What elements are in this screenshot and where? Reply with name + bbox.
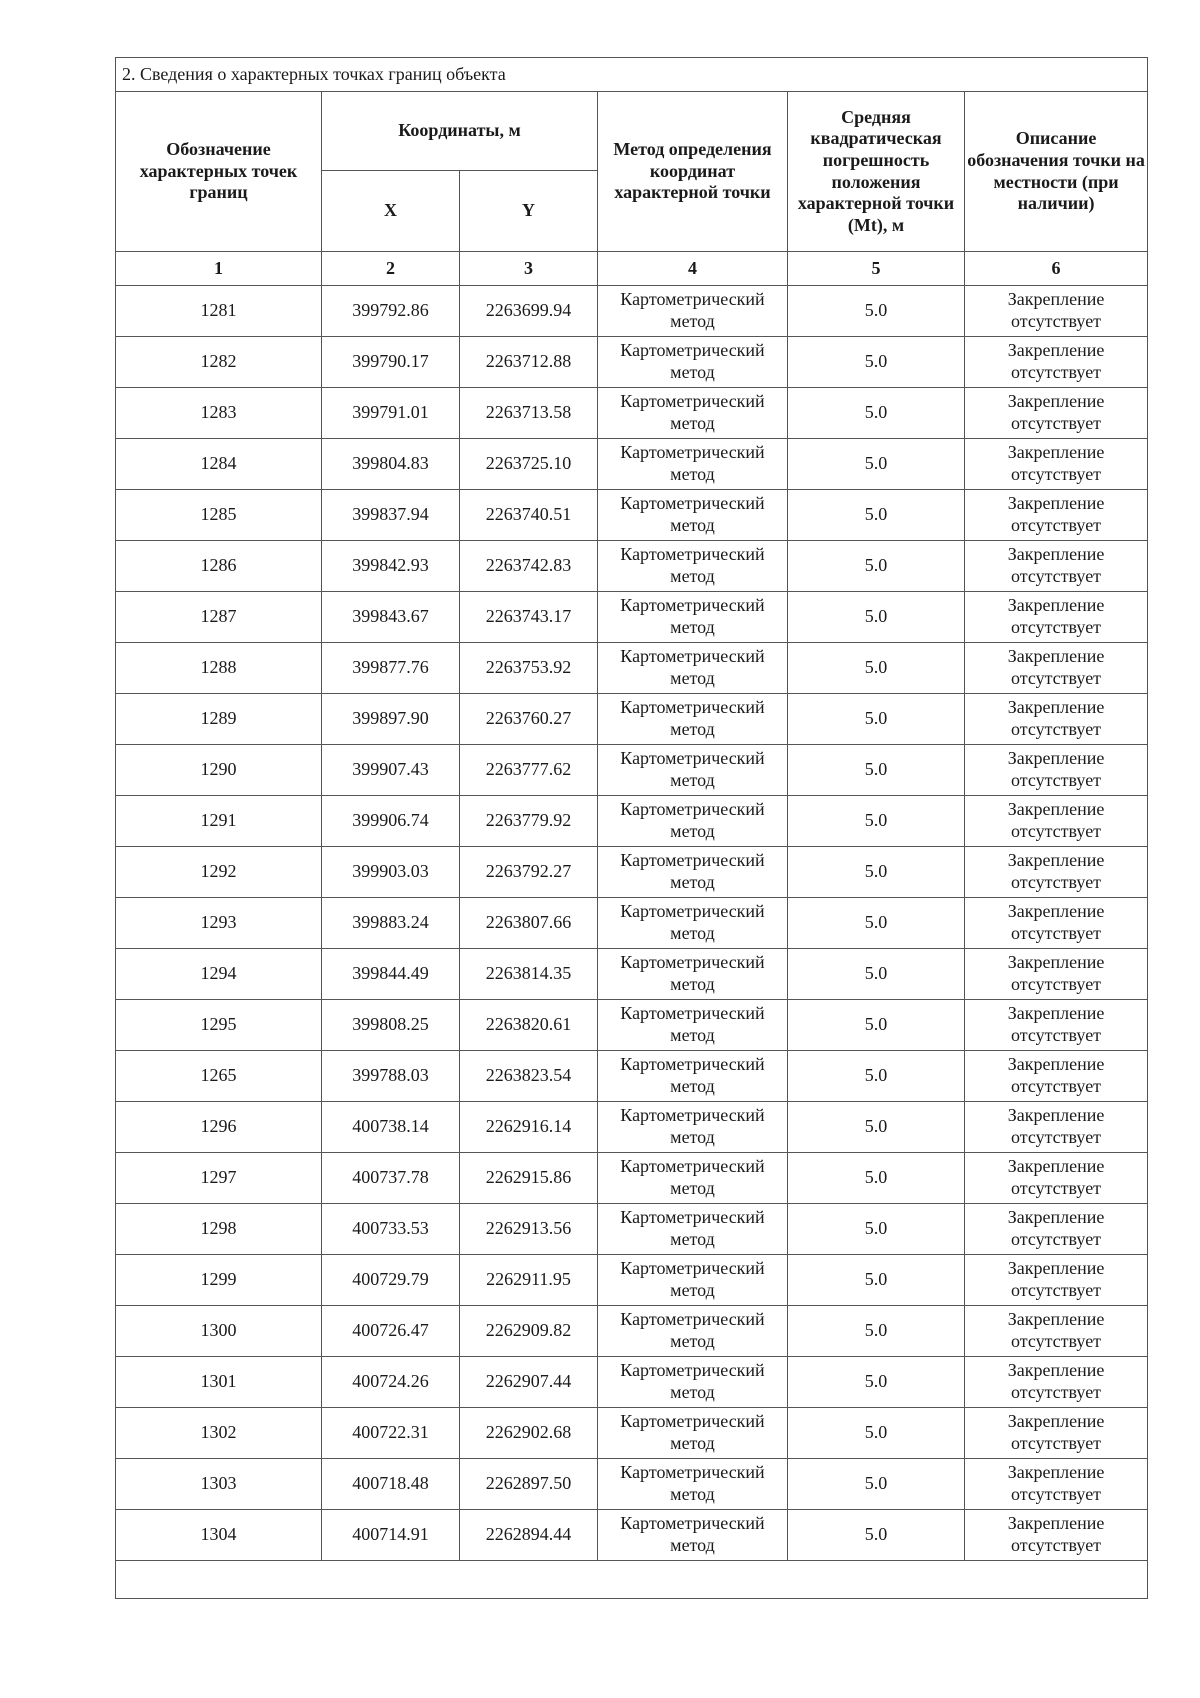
table-row bbox=[116, 439, 1148, 490]
cell-point: 1286 bbox=[116, 541, 322, 592]
cell-point: 1287 bbox=[116, 592, 322, 643]
cell-description: Закрепление отсутствует bbox=[965, 541, 1148, 592]
table-row bbox=[116, 949, 1148, 1000]
cell-point: 1265 bbox=[116, 1051, 322, 1102]
cell-error: 5.0 bbox=[788, 1255, 965, 1306]
cell-point: 1296 bbox=[116, 1102, 322, 1153]
table-row bbox=[116, 847, 1148, 898]
cell-point: 1304 bbox=[116, 1510, 322, 1561]
cell-x: 400722.31 bbox=[322, 1408, 460, 1459]
table-row bbox=[116, 1000, 1148, 1051]
cell-point: 1289 bbox=[116, 694, 322, 745]
header-coords: Координаты, м bbox=[322, 92, 598, 171]
table-row bbox=[116, 796, 1148, 847]
table-body bbox=[116, 286, 1148, 1561]
cell-method: Картометрический метод bbox=[598, 592, 788, 643]
cell-y: 2263753.92 bbox=[460, 643, 598, 694]
cell-method: Картометрический метод bbox=[598, 796, 788, 847]
cell-method: Картометрический метод bbox=[598, 388, 788, 439]
cell-method: Картометрический метод bbox=[598, 490, 788, 541]
cell-y: 2262913.56 bbox=[460, 1204, 598, 1255]
table-row bbox=[116, 898, 1148, 949]
cell-method: Картометрический метод bbox=[598, 898, 788, 949]
cell-method: Картометрический метод bbox=[598, 286, 788, 337]
table-row bbox=[116, 643, 1148, 694]
cell-description: Закрепление отсутствует bbox=[965, 592, 1148, 643]
table-row bbox=[116, 388, 1148, 439]
cell-description: Закрепление отсутствует bbox=[965, 694, 1148, 745]
cell-method: Картометрический метод bbox=[598, 1000, 788, 1051]
cell-point: 1282 bbox=[116, 337, 322, 388]
cell-error: 5.0 bbox=[788, 949, 965, 1000]
header-description: Описание обозначения точки на местности (при наличии) bbox=[965, 92, 1148, 252]
cell-description: Закрепление отсутствует bbox=[965, 1153, 1148, 1204]
cell-description: Закрепление отсутствует bbox=[965, 847, 1148, 898]
cell-description: Закрепление отсутствует bbox=[965, 949, 1148, 1000]
table-row bbox=[116, 1051, 1148, 1102]
cell-y: 2263792.27 bbox=[460, 847, 598, 898]
cell-y: 2263779.92 bbox=[460, 796, 598, 847]
cell-method: Картометрический метод bbox=[598, 541, 788, 592]
cell-method: Картометрический метод bbox=[598, 1255, 788, 1306]
table-row bbox=[116, 1408, 1148, 1459]
cell-description: Закрепление отсутствует bbox=[965, 796, 1148, 847]
cell-description: Закрепление отсутствует bbox=[965, 1000, 1148, 1051]
cell-y: 2262907.44 bbox=[460, 1357, 598, 1408]
cell-error: 5.0 bbox=[788, 898, 965, 949]
cell-x: 400733.53 bbox=[322, 1204, 460, 1255]
cell-point: 1291 bbox=[116, 796, 322, 847]
cell-description: Закрепление отсутствует bbox=[965, 490, 1148, 541]
cell-point: 1285 bbox=[116, 490, 322, 541]
cell-x: 399843.67 bbox=[322, 592, 460, 643]
cell-error: 5.0 bbox=[788, 439, 965, 490]
cell-point: 1293 bbox=[116, 898, 322, 949]
cell-description: Закрепление отсутствует bbox=[965, 745, 1148, 796]
table-row bbox=[116, 1306, 1148, 1357]
table-row bbox=[116, 592, 1148, 643]
cell-description: Закрепление отсутствует bbox=[965, 1204, 1148, 1255]
cell-point: 1299 bbox=[116, 1255, 322, 1306]
table-row bbox=[116, 1459, 1148, 1510]
cell-method: Картометрический метод bbox=[598, 1408, 788, 1459]
table-row bbox=[116, 1255, 1148, 1306]
cell-method: Картометрический метод bbox=[598, 1051, 788, 1102]
cell-error: 5.0 bbox=[788, 388, 965, 439]
table-footer-empty bbox=[116, 1561, 1148, 1599]
table-row bbox=[116, 694, 1148, 745]
cell-y: 2263740.51 bbox=[460, 490, 598, 541]
cell-x: 400714.91 bbox=[322, 1510, 460, 1561]
cell-y: 2262916.14 bbox=[460, 1102, 598, 1153]
cell-method: Картометрический метод bbox=[598, 1357, 788, 1408]
cell-description: Закрепление отсутствует bbox=[965, 1408, 1148, 1459]
cell-error: 5.0 bbox=[788, 337, 965, 388]
cell-x: 399790.17 bbox=[322, 337, 460, 388]
cell-x: 399788.03 bbox=[322, 1051, 460, 1102]
cell-point: 1290 bbox=[116, 745, 322, 796]
cell-method: Картометрический метод bbox=[598, 694, 788, 745]
cell-x: 399906.74 bbox=[322, 796, 460, 847]
cell-x: 399897.90 bbox=[322, 694, 460, 745]
cell-error: 5.0 bbox=[788, 643, 965, 694]
cell-x: 399837.94 bbox=[322, 490, 460, 541]
cell-method: Картометрический метод bbox=[598, 337, 788, 388]
cell-point: 1301 bbox=[116, 1357, 322, 1408]
cell-point: 1298 bbox=[116, 1204, 322, 1255]
cell-description: Закрепление отсутствует bbox=[965, 1306, 1148, 1357]
cell-method: Картометрический метод bbox=[598, 1459, 788, 1510]
cell-method: Картометрический метод bbox=[598, 745, 788, 796]
cell-y: 2262902.68 bbox=[460, 1408, 598, 1459]
cell-x: 400737.78 bbox=[322, 1153, 460, 1204]
cell-point: 1292 bbox=[116, 847, 322, 898]
cell-description: Закрепление отсутствует bbox=[965, 439, 1148, 490]
cell-x: 399791.01 bbox=[322, 388, 460, 439]
cell-error: 5.0 bbox=[788, 1204, 965, 1255]
cell-method: Картометрический метод bbox=[598, 439, 788, 490]
cell-x: 399808.25 bbox=[322, 1000, 460, 1051]
boundary-points-table bbox=[115, 57, 1148, 1599]
cell-y: 2263807.66 bbox=[460, 898, 598, 949]
cell-description: Закрепление отсутствует bbox=[965, 1051, 1148, 1102]
cell-error: 5.0 bbox=[788, 796, 965, 847]
cell-x: 399883.24 bbox=[322, 898, 460, 949]
cell-y: 2263820.61 bbox=[460, 1000, 598, 1051]
cell-x: 399844.49 bbox=[322, 949, 460, 1000]
table-row bbox=[116, 490, 1148, 541]
cell-description: Закрепление отсутствует bbox=[965, 337, 1148, 388]
cell-description: Закрепление отсутствует bbox=[965, 388, 1148, 439]
cell-description: Закрепление отсутствует bbox=[965, 643, 1148, 694]
cell-y: 2263725.10 bbox=[460, 439, 598, 490]
cell-y: 2263823.54 bbox=[460, 1051, 598, 1102]
cell-method: Картометрический метод bbox=[598, 847, 788, 898]
cell-error: 5.0 bbox=[788, 1102, 965, 1153]
cell-description: Закрепление отсутствует bbox=[965, 1255, 1148, 1306]
column-number: 2 bbox=[322, 252, 460, 286]
column-number: 6 bbox=[965, 252, 1148, 286]
cell-y: 2263760.27 bbox=[460, 694, 598, 745]
cell-method: Картометрический метод bbox=[598, 1510, 788, 1561]
cell-y: 2262911.95 bbox=[460, 1255, 598, 1306]
cell-y: 2262915.86 bbox=[460, 1153, 598, 1204]
cell-point: 1284 bbox=[116, 439, 322, 490]
cell-error: 5.0 bbox=[788, 1510, 965, 1561]
cell-error: 5.0 bbox=[788, 745, 965, 796]
cell-description: Закрепление отсутствует bbox=[965, 1102, 1148, 1153]
column-number: 1 bbox=[116, 252, 322, 286]
cell-method: Картометрический метод bbox=[598, 1102, 788, 1153]
cell-method: Картометрический метод bbox=[598, 1204, 788, 1255]
column-number: 5 bbox=[788, 252, 965, 286]
cell-error: 5.0 bbox=[788, 1153, 965, 1204]
cell-y: 2262894.44 bbox=[460, 1510, 598, 1561]
table-row bbox=[116, 1204, 1148, 1255]
table-row bbox=[116, 1102, 1148, 1153]
cell-error: 5.0 bbox=[788, 592, 965, 643]
cell-method: Картометрический метод bbox=[598, 643, 788, 694]
column-number: 3 bbox=[460, 252, 598, 286]
cell-y: 2262909.82 bbox=[460, 1306, 598, 1357]
cell-error: 5.0 bbox=[788, 1357, 965, 1408]
cell-y: 2263699.94 bbox=[460, 286, 598, 337]
cell-x: 400729.79 bbox=[322, 1255, 460, 1306]
cell-y: 2262897.50 bbox=[460, 1459, 598, 1510]
cell-point: 1281 bbox=[116, 286, 322, 337]
cell-error: 5.0 bbox=[788, 286, 965, 337]
cell-point: 1303 bbox=[116, 1459, 322, 1510]
cell-error: 5.0 bbox=[788, 1051, 965, 1102]
cell-error: 5.0 bbox=[788, 490, 965, 541]
cell-description: Закрепление отсутствует bbox=[965, 1510, 1148, 1561]
cell-point: 1300 bbox=[116, 1306, 322, 1357]
cell-x: 400724.26 bbox=[322, 1357, 460, 1408]
cell-y: 2263743.17 bbox=[460, 592, 598, 643]
cell-y: 2263713.58 bbox=[460, 388, 598, 439]
cell-x: 399877.76 bbox=[322, 643, 460, 694]
cell-error: 5.0 bbox=[788, 847, 965, 898]
table-row bbox=[116, 337, 1148, 388]
cell-x: 399903.03 bbox=[322, 847, 460, 898]
header-method: Метод определения координат характерной точки bbox=[598, 92, 788, 252]
cell-method: Картометрический метод bbox=[598, 949, 788, 1000]
cell-error: 5.0 bbox=[788, 1408, 965, 1459]
cell-y: 2263742.83 bbox=[460, 541, 598, 592]
cell-y: 2263712.88 bbox=[460, 337, 598, 388]
header-x: X bbox=[322, 171, 460, 252]
section-title: 2. Сведения о характерных точках границ объекта bbox=[116, 58, 1148, 92]
column-number-row bbox=[116, 252, 1148, 286]
cell-description: Закрепление отсутствует bbox=[965, 286, 1148, 337]
table-row bbox=[116, 745, 1148, 796]
table-row bbox=[116, 1153, 1148, 1204]
cell-method: Картометрический метод bbox=[598, 1153, 788, 1204]
header-point: Обозначение характерных точек границ bbox=[116, 92, 322, 252]
table-row bbox=[116, 1510, 1148, 1561]
cell-x: 400738.14 bbox=[322, 1102, 460, 1153]
cell-error: 5.0 bbox=[788, 1306, 965, 1357]
cell-y: 2263777.62 bbox=[460, 745, 598, 796]
cell-point: 1302 bbox=[116, 1408, 322, 1459]
cell-error: 5.0 bbox=[788, 1459, 965, 1510]
cell-x: 400726.47 bbox=[322, 1306, 460, 1357]
header-error: Средняя квадратическая погрешность положения характерной точки (Mt), м bbox=[788, 92, 965, 252]
header-y: Y bbox=[460, 171, 598, 252]
cell-error: 5.0 bbox=[788, 1000, 965, 1051]
cell-description: Закрепление отсутствует bbox=[965, 1357, 1148, 1408]
cell-y: 2263814.35 bbox=[460, 949, 598, 1000]
cell-point: 1288 bbox=[116, 643, 322, 694]
cell-description: Закрепление отсутствует bbox=[965, 898, 1148, 949]
cell-description: Закрепление отсутствует bbox=[965, 1459, 1148, 1510]
column-number: 4 bbox=[598, 252, 788, 286]
cell-method: Картометрический метод bbox=[598, 1306, 788, 1357]
table-row bbox=[116, 286, 1148, 337]
table-row bbox=[116, 1357, 1148, 1408]
cell-point: 1295 bbox=[116, 1000, 322, 1051]
cell-x: 400718.48 bbox=[322, 1459, 460, 1510]
cell-point: 1297 bbox=[116, 1153, 322, 1204]
cell-x: 399804.83 bbox=[322, 439, 460, 490]
cell-point: 1283 bbox=[116, 388, 322, 439]
cell-x: 399907.43 bbox=[322, 745, 460, 796]
table-row bbox=[116, 541, 1148, 592]
cell-error: 5.0 bbox=[788, 541, 965, 592]
cell-error: 5.0 bbox=[788, 694, 965, 745]
cell-point: 1294 bbox=[116, 949, 322, 1000]
cell-x: 399842.93 bbox=[322, 541, 460, 592]
cell-x: 399792.86 bbox=[322, 286, 460, 337]
